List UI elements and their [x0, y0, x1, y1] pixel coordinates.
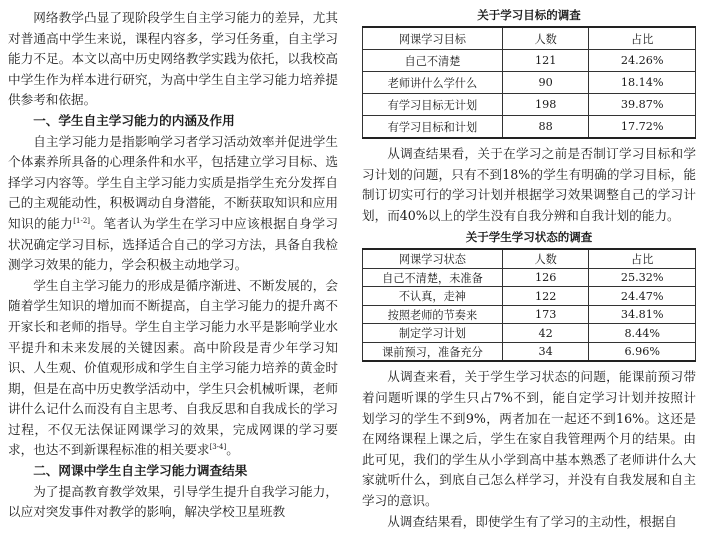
table-row	[363, 324, 696, 343]
body-paragraph-3: 为了提高教育教学效果，引导学生提升自我学习能力，以应对突发事件对教学的影响，解决学校卫星班教	[8, 483, 338, 520]
paragraph-text: 。笔者认为学生在学习中应该根据自身学习状况确定学习目标，选择适合自己的学习方法，具备自我检测学习效果的能力，学会积极主动地学习。	[8, 215, 339, 273]
table-row	[363, 305, 696, 324]
table-header-cell: 网课学习目标	[363, 27, 503, 50]
table-cell: 自己不清楚，未准备	[363, 268, 503, 287]
analysis-paragraph-2: 从调查来看，关于学生学习状态的问题，能课前预习带着问题听课的学生只占7%不到，能自定学习计划并按照计划学习的学生不到9%，两者加在一起还不到16%。这还是在网络课程上课之后，学生在家自我管理两个月的结果。由此可见，我们的学生从小学到高中基本熟悉了老师讲什么大家就听什么，到底自己怎么样学习，并没有自我发展和自主学习的意识。	[362, 369, 696, 508]
table-cell: 42	[502, 324, 589, 343]
table-row	[363, 342, 696, 361]
paragraph-text: 自主学习能力是指影响学习者学习活动效率并促进学生个体素养所具备的心理条件和水平，包括建立学习目标、选择学习内容等。学生自主学习能力实质是指学生充分发挥自己的主观能动性，积极调动自身潜能，不断获取知识和应用知识的能力	[8, 133, 338, 231]
learning-state-table	[362, 248, 696, 362]
section-heading-1: 一、学生自主学习能力的内涵及作用	[33, 112, 235, 128]
table-cell: 自己不清楚	[363, 50, 503, 72]
table-cell: 198	[502, 94, 589, 116]
table-cell: 不认真，走神	[363, 287, 503, 306]
table-header-cell: 网课学习状态	[363, 249, 503, 268]
table-cell: 34.81%	[589, 305, 696, 324]
citation-ref: [3-4]	[209, 443, 227, 452]
table-header-cell: 占比	[589, 27, 696, 50]
citation-ref: [1-2]	[73, 216, 90, 225]
intro-paragraph: 网络教学凸显了现阶段学生自主学习能力的差异，尤其对普通高中学生来说，课程内容多，学习任务重，自主学习能力不足。本文以高中历史网络教学实践为依托，以我校高中学生作为样本进行研究，为高中学生自主学习能力培养提供参考和依据。	[8, 10, 338, 108]
table-row	[363, 50, 696, 72]
analysis-paragraph-1: 从调查结果看，关于在学习之前是否制订学习目标和学习计划的问题，只有不到18%的学生有明确的学习目标，能制订切实可行的学习计划并根据学习效果调整自己的学习计划，而40%以上的学生没有自我分辨和自我计划的能力。	[362, 146, 696, 223]
table1-caption: 关于学习目标的调查	[477, 8, 581, 22]
table-cell: 课前预习，准备充分	[363, 342, 503, 361]
table-cell: 88	[502, 116, 589, 139]
table-cell: 17.72%	[589, 116, 696, 139]
table-cell: 老师讲什么学什么	[363, 72, 503, 94]
table-row	[363, 94, 696, 116]
paragraph-text: 学生自主学习能力的形成是循序渐进、不断发展的，会随着学生知识的增加而不断提高，自主学习能力的提升离不开家长和老师的指导。学生自主学习能力水平是影响学业水平提升和未来发展的关键因素。高中阶段是青少年学习知识、人生观、价值观形成和学生自主学习能力培养的黄金时期，但是在高中历史教学活动中，学生只会机械听课，老师讲什么记什么而没有自主思考、自我反思和自我成长的学习过程，不仅无法保证网课学习的效果，完成网课的学习要求，也达不到新课程标准的相关要求	[8, 277, 338, 458]
table-cell: 24.47%	[589, 287, 696, 306]
table-cell: 173	[502, 305, 589, 324]
table2-caption: 关于学生学习状态的调查	[465, 230, 593, 245]
table-header-cell: 人数	[502, 249, 589, 268]
table-cell: 122	[502, 287, 589, 306]
section-heading-2: 二、网课中学生自主学习能力调查结果	[33, 463, 248, 479]
analysis-paragraph-3: 从调查结果看，即使学生有了学习的主动性，根据自	[387, 513, 677, 529]
table-cell: 126	[502, 268, 589, 287]
right-column	[362, 8, 696, 532]
body-paragraph-2	[8, 276, 338, 461]
table-cell: 34	[502, 342, 589, 361]
table-cell: 39.87%	[589, 94, 696, 116]
body-paragraph-1	[8, 132, 338, 276]
table-cell: 18.14%	[589, 72, 696, 94]
table-cell: 有学习目标和计划	[363, 116, 503, 139]
table-cell: 有学习目标无计划	[363, 94, 503, 116]
table-header-row	[363, 249, 696, 268]
table-row	[363, 268, 696, 287]
table-row	[363, 116, 696, 139]
table-cell: 90	[502, 72, 589, 94]
table-cell: 24.26%	[589, 50, 696, 72]
table-header-row	[363, 27, 696, 50]
table-header-cell: 占比	[589, 249, 696, 268]
table-cell: 121	[502, 50, 589, 72]
left-column	[8, 8, 338, 523]
table-row	[363, 72, 696, 94]
table-cell: 8.44%	[589, 324, 696, 343]
table-cell: 制定学习计划	[363, 324, 503, 343]
table-cell: 6.96%	[589, 342, 696, 361]
table-header-cell: 人数	[502, 27, 589, 50]
table-row	[363, 287, 696, 306]
table-cell: 按照老师的节奏来	[363, 305, 503, 324]
table-cell: 25.32%	[589, 268, 696, 287]
paragraph-text: 。	[226, 442, 239, 458]
learning-goal-table	[362, 26, 696, 139]
